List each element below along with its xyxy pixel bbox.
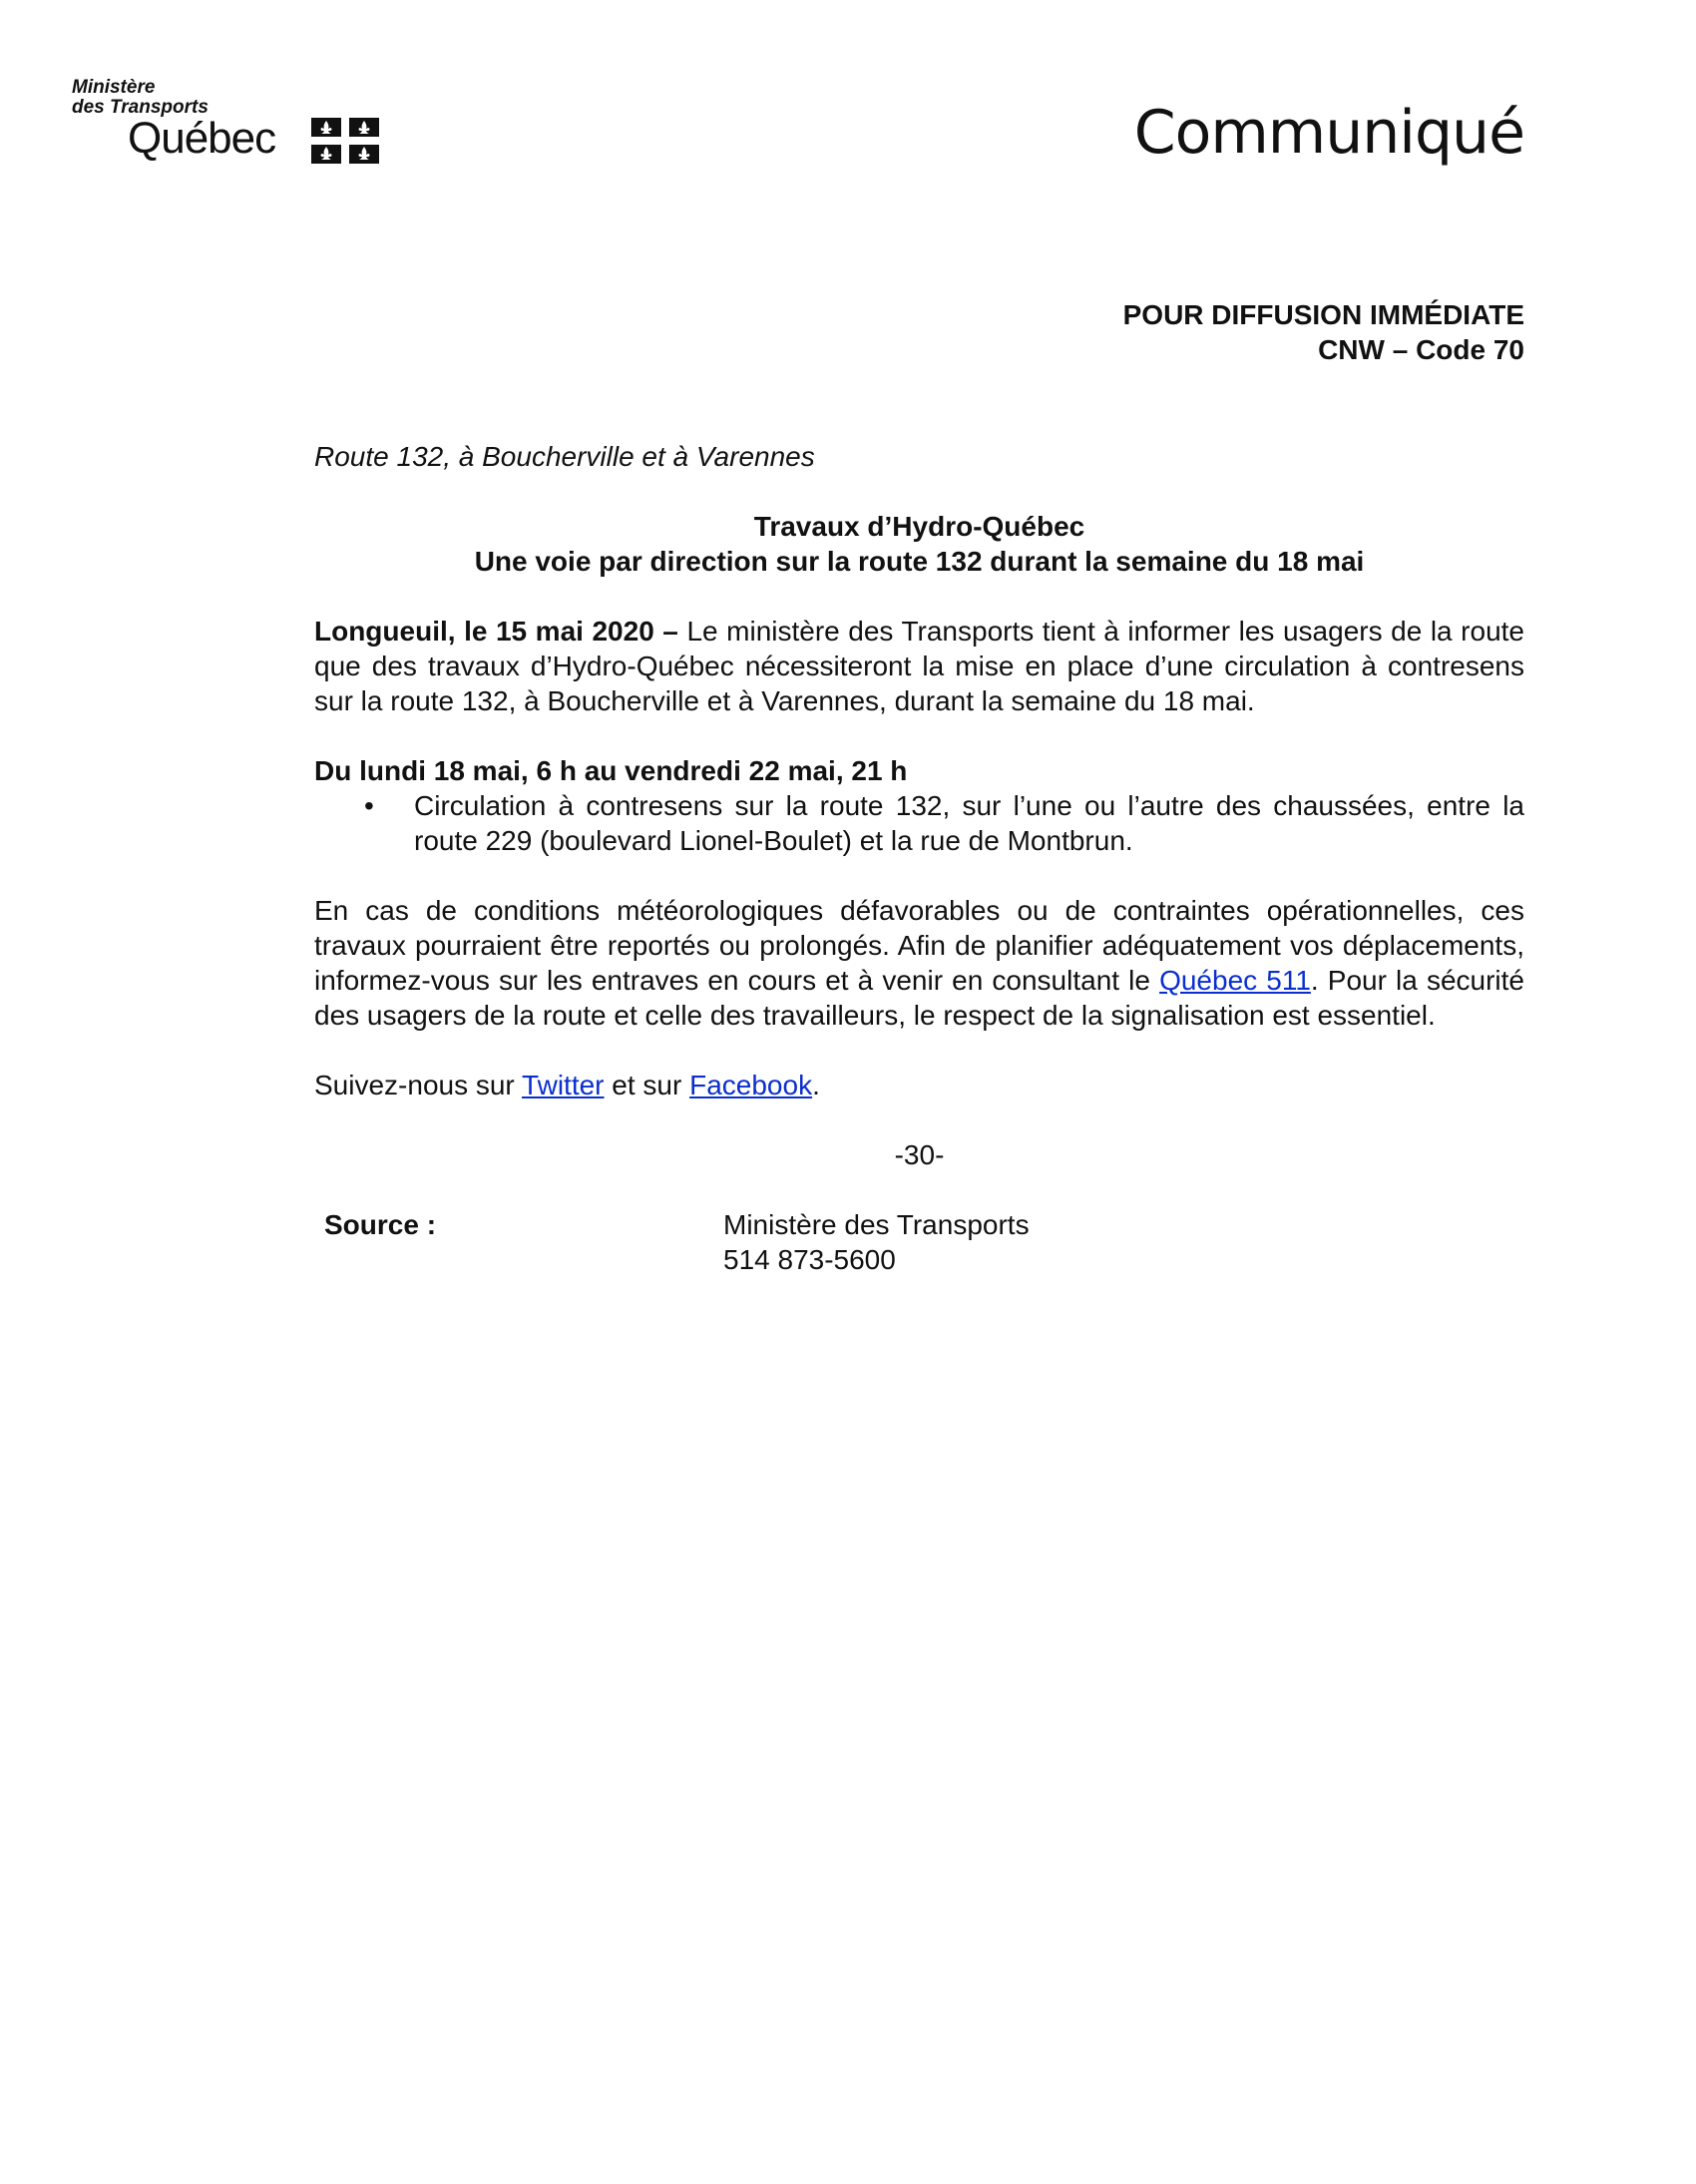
location-kicker: Route 132, à Boucherville et à Varennes <box>314 441 815 472</box>
release-code: CNW – Code 70 <box>1318 334 1524 365</box>
end-mark: -30- <box>894 1139 945 1170</box>
headline <box>314 509 1524 579</box>
press-release-body <box>314 439 1524 1277</box>
source-phone: 514 873-5600 <box>723 1244 896 1275</box>
social-suffix: . <box>812 1070 820 1100</box>
source-block <box>314 1207 1524 1277</box>
list-item-text: Circulation à contresens sur la route 132, sur l’une ou l’autre des chaussées, entre la route 229 (boulevard Lionel-Boulet) et la rue de Montbrun. <box>414 790 1524 856</box>
headline-line-2: Une voie par direction sur la route 132 durant la semaine du 18 mai <box>474 546 1365 577</box>
facebook-link[interactable]: Facebook <box>689 1070 813 1100</box>
advisory-paragraph <box>314 893 1524 1033</box>
advisory-text: En cas de conditions météorologiques défavorables ou de contraintes opérationnelles, ces travaux pourraient être reportés ou prolongés. Afin de planifier adéquatement vos déplacements, informez-vous sur les entraves en cours et à venir en consultant le <box>314 895 1524 996</box>
schedule-list <box>314 788 1524 858</box>
bullet-icon: • <box>364 790 374 821</box>
logo-ministry-line: Ministère <box>72 77 156 98</box>
logo-quebec-wordmark: Québec <box>128 114 276 163</box>
twitter-link[interactable]: Twitter <box>522 1070 605 1100</box>
social-middle: et sur <box>612 1070 682 1100</box>
schedule-title: Du lundi 18 mai, 6 h au vendredi 22 mai, 21 h <box>314 755 908 786</box>
quebec-flag-icon <box>311 118 379 164</box>
lead-text: Le ministère des Transports tient à informer les usagers de la route que des travaux d’Hydro-Québec nécessiteront la mise en place d’une circulation à contresens sur la route 132, à Boucherville et à Varennes, durant la semaine du 18 mai. <box>314 616 1524 716</box>
dateline: Longueuil, le 15 mai 2020 – <box>314 616 678 647</box>
ministry-logo <box>70 76 399 172</box>
release-notice <box>1123 297 1524 367</box>
document-type-title: Communiqué <box>1133 98 1524 168</box>
social-paragraph <box>314 1068 1524 1102</box>
headline-line-1: Travaux d’Hydro-Québec <box>753 511 1085 542</box>
list-item <box>314 788 1524 858</box>
release-immediate: POUR DIFFUSION IMMÉDIATE <box>1122 299 1524 330</box>
lead-paragraph <box>314 614 1524 718</box>
source-organization: Ministère des Transports <box>723 1209 1030 1240</box>
logo-transports-line: des Transports <box>72 97 209 118</box>
advisory-text-end: . Pour la sécurité des usagers de la route et celle des travailleurs, le respect de la signalisation est essentiel. <box>314 965 1524 1031</box>
social-prefix: Suivez-nous sur <box>314 1070 515 1100</box>
source-label: Source : <box>324 1209 437 1240</box>
quebec-511-link[interactable]: Québec 511 <box>1159 965 1311 996</box>
